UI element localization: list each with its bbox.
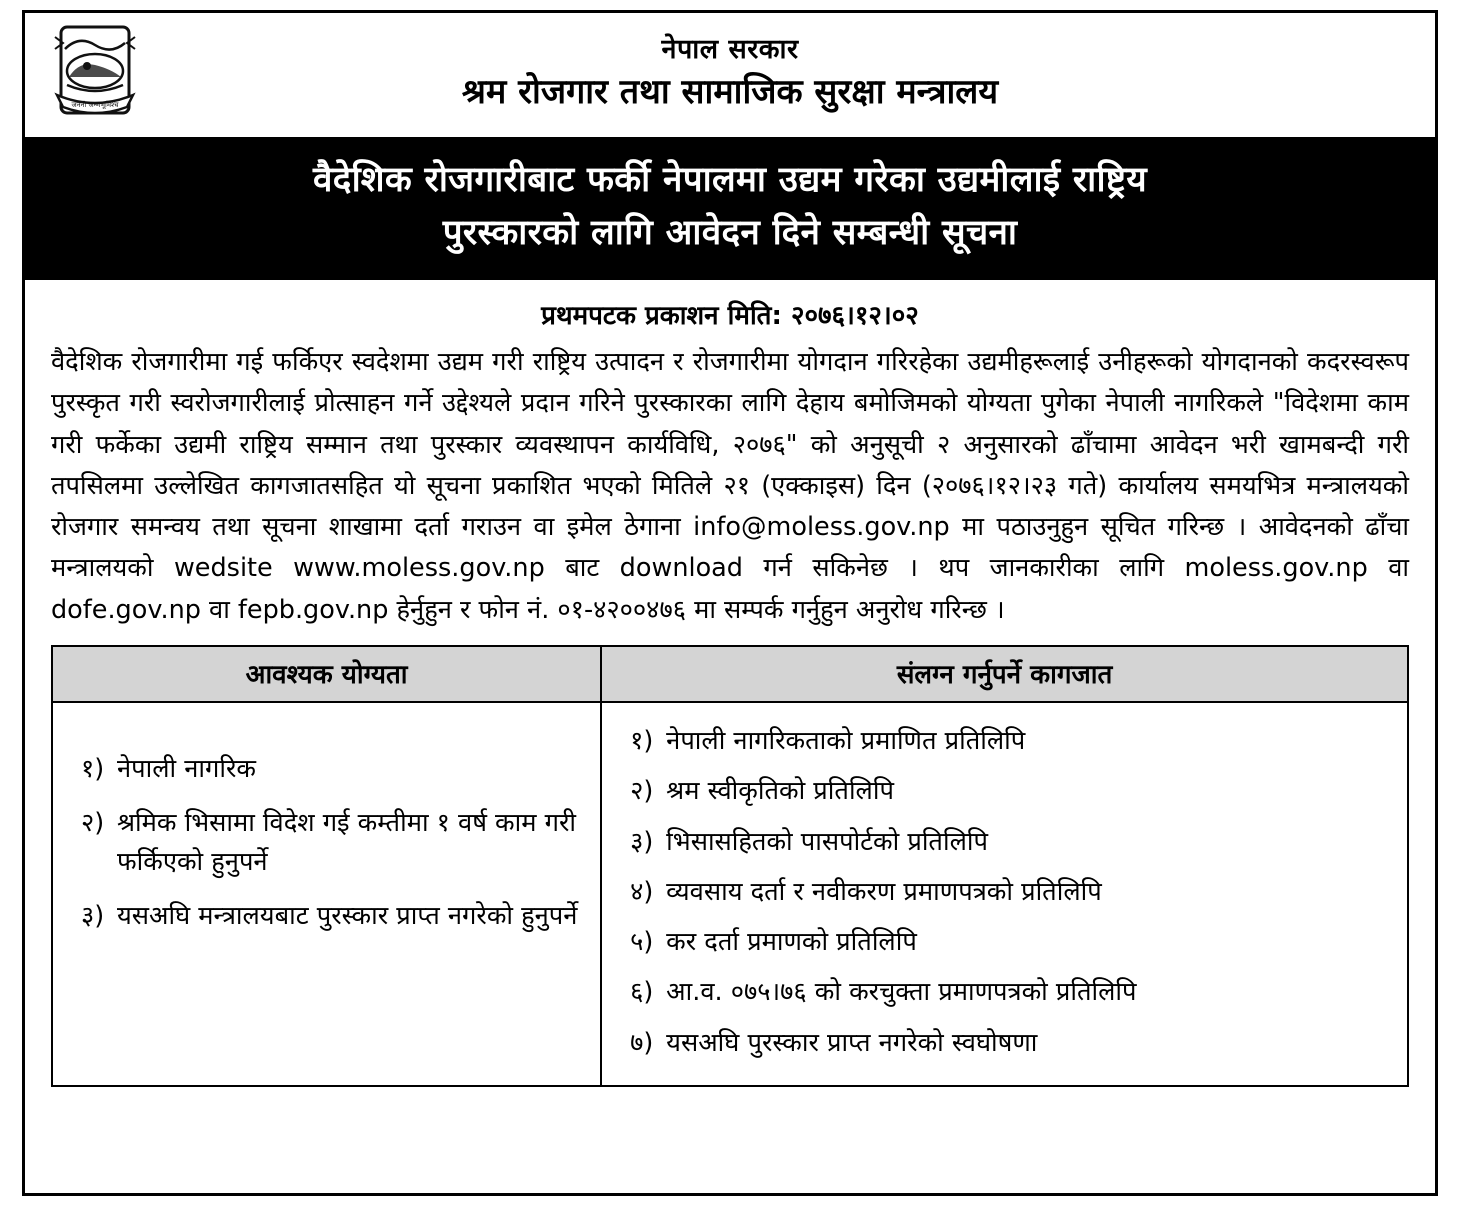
table-header-row xyxy=(52,646,1408,702)
notice-title xyxy=(25,140,1435,280)
svg-text:जननी जन्मभूमिश्च: जननी जन्मभूमिश्च xyxy=(71,101,119,109)
list-item-label: यसअघि मन्त्रालयबाट पुरस्कार प्राप्त नगरेको हुनुपर्ने xyxy=(117,900,578,931)
list-item-label: कर दर्ता प्रमाणको प्रतिलिपि xyxy=(666,927,917,958)
list-item xyxy=(612,767,1397,817)
list-item-number: २) xyxy=(81,808,105,839)
list-item-label: नेपाली नागरिक xyxy=(117,754,256,785)
list-item-label: व्यवसाय दर्ता र नवीकरण प्रमाणपत्रको प्रतिलिपि xyxy=(666,876,1102,907)
qualification-cell xyxy=(52,702,601,1086)
list-item-number: ३) xyxy=(81,900,105,931)
list-item xyxy=(63,890,590,944)
list-item xyxy=(63,743,590,797)
notice-paragraph: वैदेशिक रोजगारीमा गई फर्किएर स्वदेशमा उद्यम गरी राष्ट्रिय उत्पादन र रोजगारीमा योगदान गरिरहेका उद्यमीहरूलाई उनीहरूको योगदानको कदरस्वरूप पुरस्कृत गरी स्वरोजगारीलाई प्रोत्साहन गर्ने उद्देश्यले प्रदान गरिने पुरस्कारका लागि देहाय बमोजिमको योग्यता पुगेका नेपाली नागरिकले "विदेशमा काम गरी फर्केका उद्यमी राष्ट्रिय सम्मान तथा पुरस्कार व्यवस्थापन कार्यविधि, २०७६" को अनुसूची २ अनुसारको ढाँचामा आवेदन भरी खामबन्दी गरी तपसिलमा उल्लेखित कागजातसहित यो सूचना प्रकाशित भएको मितिले २१ (एक्काइस) दिन (२०७६।१२।२३ गते) कार्यालय समयभित्र मन्त्रालयको रोजगार समन्वय तथा सूचना शाखामा दर्ता गराउन वा इमेल ठेगाना info@moless.gov.np मा पठाउनुहुन सूचित गरिन्छ । आवेदनको ढाँचा मन्त्रालयको wedsite www.moless.gov.np बाट download गर्न सकिनेछ । थप जानकारीका लागि moless.gov.np वा dofe.gov.np वा fepb.gov.np हेर्नुहुन र फोन नं. ०१-४२००४७६ मा सम्पर्क गर्नुहुन अनुरोध गरिन्छ । xyxy=(51,347,1409,625)
list-item-number: २) xyxy=(630,776,654,807)
list-item-number: १) xyxy=(81,754,105,785)
requirements-table xyxy=(51,645,1409,1087)
column-header-documents: संलग्न गर्नुपर्ने कागजात xyxy=(601,646,1408,702)
list-item-label: श्रमिक भिसामा विदेश गई कम्तीमा १ वर्ष काम गरी फर्किएको हुनुपर्ने xyxy=(117,808,576,877)
list-item xyxy=(612,818,1397,868)
ministry-name: श्रम रोजगार तथा सामाजिक सुरक्षा मन्त्रालय xyxy=(461,72,999,113)
notice-container xyxy=(22,10,1438,1196)
list-item-number: ७) xyxy=(630,1027,654,1058)
list-item-number: ४) xyxy=(630,876,654,907)
list-item-label: आ.व. ०७५।७६ को करचुक्ता प्रमाणपत्रको प्रतिलिपि xyxy=(666,977,1137,1008)
nepal-government-emblem-icon xyxy=(25,19,165,129)
publication-date: प्रथमपटक प्रकाशन मिति: २०७६।१२।०२ xyxy=(541,301,919,331)
list-item-number: ६) xyxy=(630,977,654,1008)
documents-list xyxy=(612,717,1397,1069)
government-name: नेपाल सरकार xyxy=(661,33,799,65)
notice-title-line-2: पुरस्कारको लागि आवेदन दिने सम्बन्धी सूचना xyxy=(442,212,1018,253)
notice-body xyxy=(25,280,1435,1193)
list-item-label: भिसासहितको पासपोर्टको प्रतिलिपि xyxy=(666,826,988,857)
list-item xyxy=(612,918,1397,968)
list-item xyxy=(63,797,590,890)
list-item-number: ५) xyxy=(630,927,654,958)
list-item-label: यसअघि पुरस्कार प्राप्त नगरेको स्वघोषणा xyxy=(666,1027,1038,1058)
list-item-label: नेपाली नागरिकताको प्रमाणित प्रतिलिपि xyxy=(666,726,1026,757)
list-item-number: १) xyxy=(630,726,654,757)
list-item-label: श्रम स्वीकृतिको प्रतिलिपि xyxy=(666,776,894,807)
list-item xyxy=(612,968,1397,1018)
column-header-qualification: आवश्यक योग्यता xyxy=(52,646,601,702)
header-text-block xyxy=(165,32,1435,116)
table-row xyxy=(52,702,1408,1086)
document-header xyxy=(25,13,1435,140)
list-item xyxy=(612,868,1397,918)
list-item xyxy=(612,1019,1397,1069)
list-item-number: ३) xyxy=(630,826,654,857)
list-item xyxy=(612,717,1397,767)
documents-cell xyxy=(601,702,1408,1086)
qualification-list xyxy=(63,743,590,944)
notice-title-line-1: वैदेशिक रोजगारीबाट फर्की नेपालमा उद्यम गरेका उद्यमीलाई राष्ट्रिय xyxy=(313,160,1147,200)
